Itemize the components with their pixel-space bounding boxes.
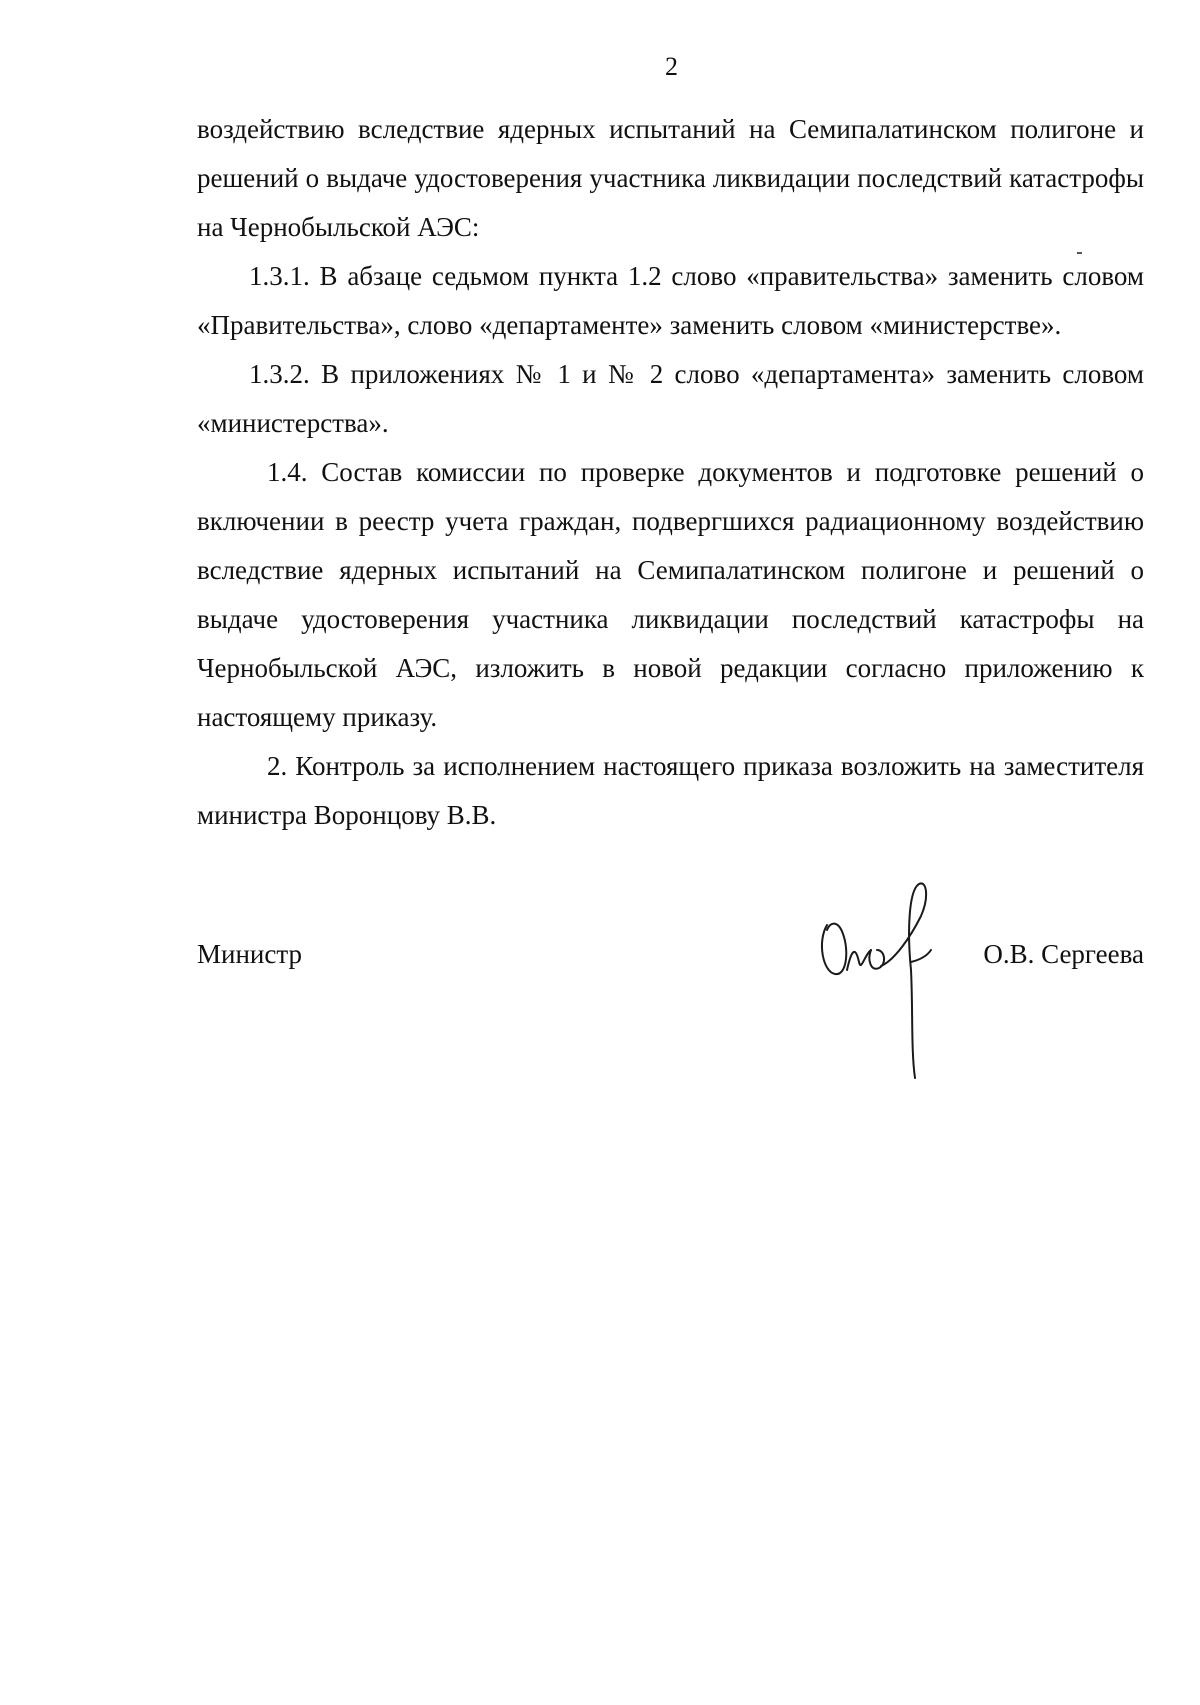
paragraph-1-3-1: 1.3.1. В абзаце седьмом пункта 1.2 слово «правительства» заменить словом «Правительства», слово «департаменте» заменить словом «министерстве». xyxy=(197,261,1144,340)
paragraph-1-4: 1.4. Состав комиссии по проверке документов и подготовке решений о включении в реестр учета граждан, подвергшихся радиационному воздействию вследствие ядерных испытаний на Семипалатинском полигоне и решений о выдаче удостоверения участника ликвидации последствий катастрофы на Чернобыльской АЭС, изложить в новой редакции согласно приложению к настоящему приказу. xyxy=(197,457,1144,732)
signer-name: О.В. Сергеева xyxy=(983,939,1144,969)
document-body xyxy=(197,105,1144,840)
signer-title: Министр xyxy=(197,939,302,969)
paragraph-2: 2. Контроль за исполнением настоящего приказа возложить на заместителя министра Воронцову В.В. xyxy=(197,751,1144,830)
paragraph-continuation: воздействию вследствие ядерных испытаний на Семипалатинском полигоне и решений о выдаче удостоверения участника ликвидации последствий катастрофы на Чернобыльской АЭС: xyxy=(197,114,1144,242)
paragraph-1-3-2: 1.3.2. В приложениях № 1 и № 2 слово «департамента» заменить словом «министерства». xyxy=(197,359,1144,438)
page-number: 2 xyxy=(665,52,678,81)
signature-block xyxy=(197,930,1144,990)
handwritten-signature xyxy=(815,870,965,1090)
